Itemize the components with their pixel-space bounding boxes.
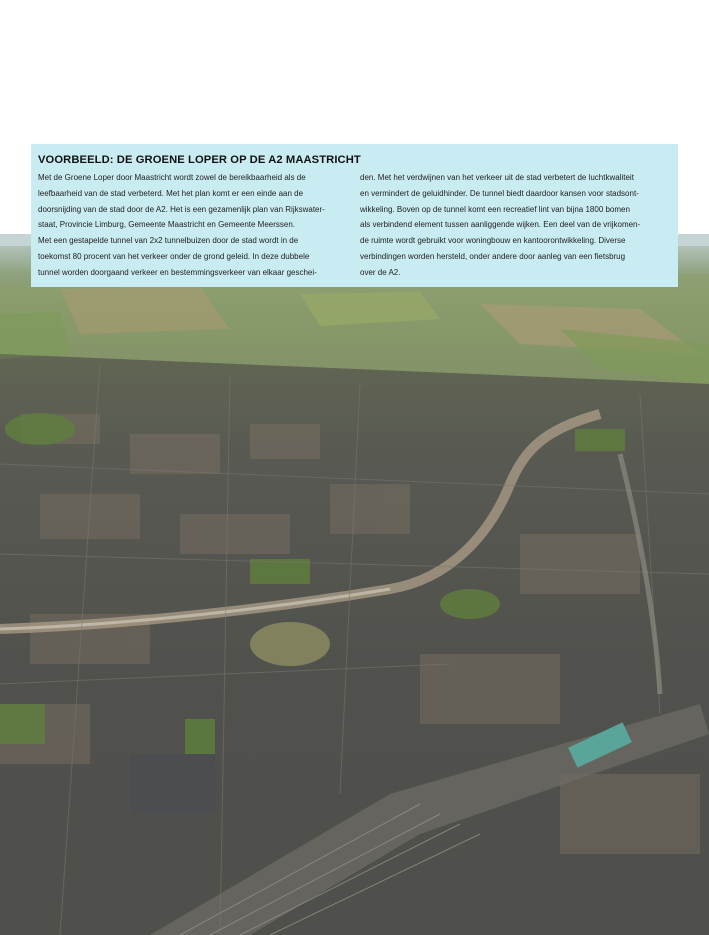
text-line: den. Met het verdwijnen van het verkeer uit de stad verbetert de luchtkwaliteit	[360, 173, 634, 182]
text-line: verbindingen worden hersteld, onder andere door aanleg van een fietsbrug	[360, 251, 626, 261]
text-line: en vermindert de geluidhinder. De tunnel biedt daardoor kansen voor stadsont-	[360, 188, 639, 198]
infobox-columns	[38, 170, 670, 281]
text-line: Met de Groene Loper door Maastricht wordt zowel de bereikbaarheid als de	[38, 173, 306, 182]
text-line: over de A2.	[360, 267, 401, 277]
infobox-right-column	[360, 170, 670, 281]
text-line: staat, Provincie Limburg, Gemeente Maastricht en Gemeente Meerssen.	[38, 220, 296, 230]
text-line: doorsnijding van de stad door de A2. Het is een gezamenlijk plan van Rijkswater-	[38, 204, 325, 214]
text-line: wikkeling. Boven op de tunnel komt een recreatief lint van bijna 1800 bomen	[360, 204, 630, 214]
text-line: leefbaarheid van de stad verbeterd. Met het plan komt er een einde aan de	[38, 188, 304, 198]
infobox-left-column	[38, 170, 348, 281]
text-line: tunnel worden doorgaand verkeer en bestemmingsverkeer van elkaar geschei-	[38, 267, 317, 277]
aerial-photo-illustration	[0, 234, 709, 935]
aerial-photo	[0, 234, 709, 935]
text-line: als verbindend element tussen aanliggende wijken. Een deel van de vrijkomen-	[360, 220, 641, 230]
text-line: de ruimte wordt gebruikt voor woningbouw en kantoorontwikkeling. Diverse	[360, 236, 626, 246]
infobox-title: VOORBEELD: DE GROENE LOPER OP DE A2 MAASTRICHT	[38, 154, 361, 166]
text-line: toekomst 80 procent van het verkeer onder de grond geleid. In deze dubbele	[38, 251, 310, 261]
text-line: Met een gestapelde tunnel van 2x2 tunnelbuizen door de stad wordt in de	[38, 236, 299, 246]
example-infobox	[31, 144, 678, 287]
